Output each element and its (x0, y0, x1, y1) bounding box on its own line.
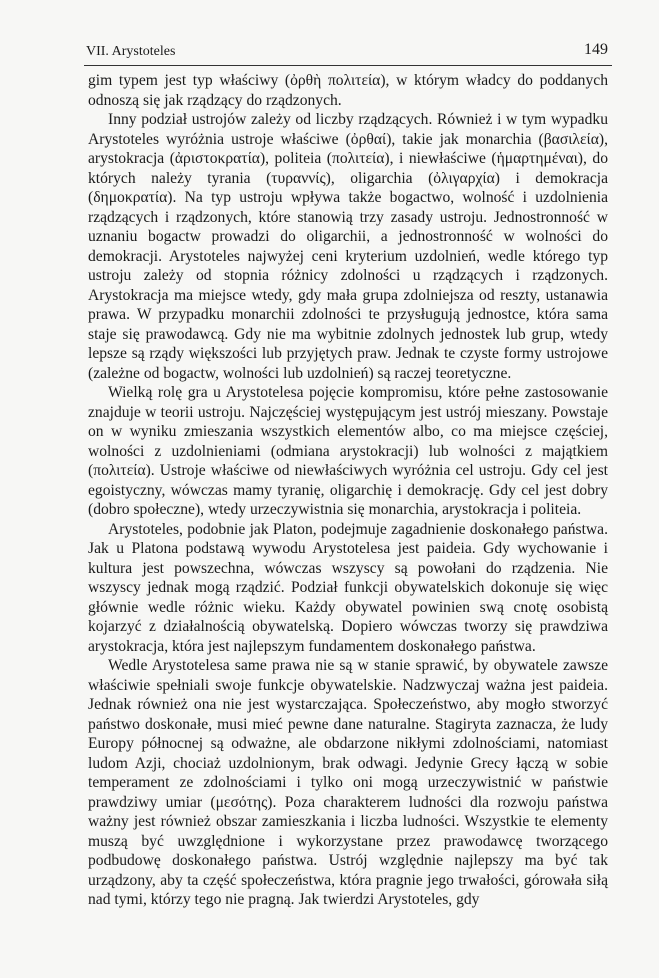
paragraph: Arystoteles, podobnie jak Platon, podejmuje zagadnienie doskonałego państwa. Jak u Platona podstawą wywodu Arystotelesa jest paideia. Gdy wychowanie i kultura jest powszechna, wówczas wszyscy są powołani do rządzenia. Nie wszyscy jednak mogą rządzić. Podział funkcji obywatelskich dokonuje się więc głównie wedle różnic wieku. Każdy obywatel powinien swą cnotę osobistą kojarzyć z działalnością obywatelską. Dopiero wówczas tworzy się prawdziwa arystokracja, która jest najlepszym fundamentem doskonałego państwa. (88, 520, 608, 655)
chapter-title: VII. Arystoteles (86, 44, 176, 59)
body-text (88, 71, 608, 910)
paragraph: Inny podział ustrojów zależy od liczby rządzących. Również i w tym wypadku Arystoteles wyróżnia ustroje właściwe (ὀρθαί), takie jak monarchia (βασιλεία), arystokracja (ἀριστοκρατία), politeia (πολιτεία), i niewłaściwe (ἡμαρτημέναι), do których należy tyrania (τυραννίς), oligarchia (ὀλιγαρχία) i demokracja (δημοκρατία). Na typ ustroju wpływa także bogactwo, wolność i uzdolnienia rządzących i rządzonych, które stanowią trzy zasady ustroju. Jednostronność w uznaniu bogactw prowadzi do oligarchii, a jednostronność w wolności do demokracji. Arystoteles najwyżej ceni kryterium uzdolnień, wedle którego typ ustroju zależy od stopnia różnicy zdolności u rządzących i rządzonych. Arystokracja ma miejsce wtedy, gdy mała grupa zdolniejsza od reszty, ustanawia prawa. W przypadku monarchii zdolności te przysługują jednostce, która sama staje się prawodawcą. Gdy nie ma wybitnie zdolnych jednostek lub grup, wtedy lepsze są rządy większości lub przyjętych praw. Jednak te czyste formy ustrojowe (zależne od bogactw, wolności lub uzdolnień) są raczej teoretyczne. (88, 111, 608, 382)
page-number: 149 (584, 41, 608, 58)
paragraph: Wedle Arystotelesa same prawa nie są w stanie sprawić, by obywatele zawsze właściwie spełniali swoje funkcje obywatelskie. Nadzwyczaj ważna jest paideia. Jednak również ona nie jest wystarczająca. Społeczeństwo, aby mogło stworzyć państwo doskonałe, musi mieć pewne dane naturalne. Stagiryta zaznacza, że ludy Europy północnej są odważne, ale obdarzone nikłymi zdolnościami, natomiast ludom Azji, chociaż uzdolnionym, brak odwagi. Jedynie Grecy łączą w sobie temperament ze zdolnościami i tylko oni mogą urzeczywistnić w państwie prawdziwy umiar (μεσότης). Poza charakterem ludności dla rozwoju państwa ważny jest również obszar zamieszkania i liczba ludności. Wszystkie te elementy muszą być uwzględnione i wykorzystane przez prawodawcę tworzącego podbudowę doskonałego państwa. Ustrój względnie najlepszy ma być tak urządzony, aby ta część społeczeństwa, która pragnie jego trwałości, górowała siłą nad tymi, którzy tego nie pragną. Jak twierdzi Arystoteles, gdy (88, 657, 608, 908)
paragraph-continued: gim typem jest typ właściwy (ὀρθὴ πολιτεία), w którym władcy do poddanych odnoszą się jak rządzący do rządzonych. (88, 72, 608, 109)
paragraph: Wielką rolę gra u Arystotelesa pojęcie kompromisu, które pełne zastosowanie znajduje w teorii ustroju. Najczęściej występującym jest ustrój mieszany. Powstaje on w wyniku zmieszania wszystkich elementów albo, co ma miejsce częściej, wolności z uzdolnieniami (odmiana arystokracji) lub wolności z majątkiem (πολιτεία). Ustroje właściwe od niewłaściwych wyróżnia cel ustroju. Gdy cel jest egoistyczny, wówczas mamy tyranię, oligarchię i demokrację. Gdy cel jest dobry (dobro społeczne), wtedy urzeczywistnia się monarchia, arystokracja i politeia. (88, 384, 608, 518)
header-rule (84, 65, 612, 66)
